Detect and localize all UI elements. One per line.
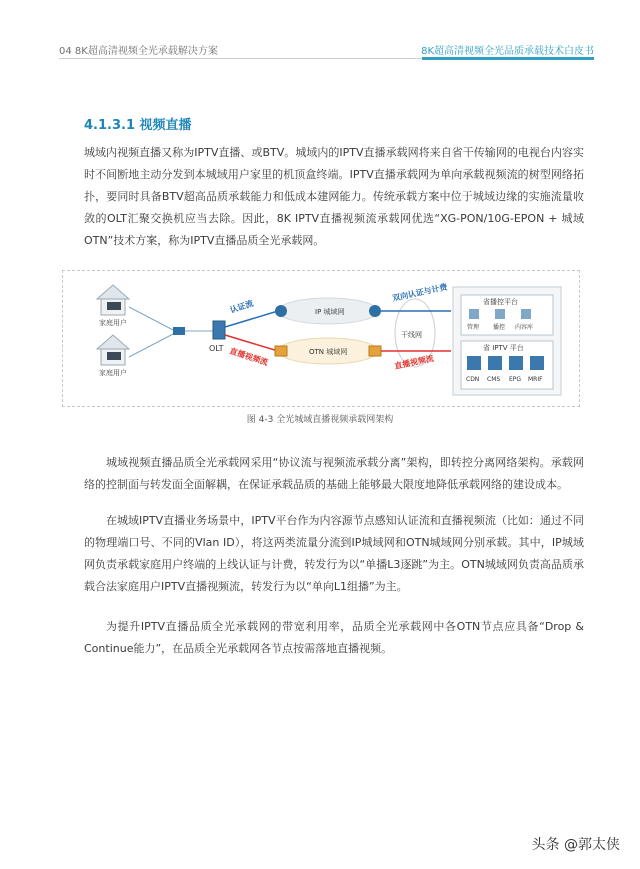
prov-iptv-label: 省 IPTV 平台 <box>483 344 524 352</box>
home-user-1-label: 家庭用户 <box>99 319 127 327</box>
content-lib-icon <box>521 309 531 319</box>
epg-label: EPG <box>509 376 522 383</box>
bidir-auth-label: 双向认证与计费 <box>391 282 449 303</box>
broadcast-ctrl-label: 播控 <box>493 324 506 331</box>
network-diagram <box>62 270 580 407</box>
otn-metro-label: OTN 城域网 <box>309 348 348 356</box>
paragraph-4: 为提升IPTV直播品质全光承载网的带宽利用率，品质全光承载网中各OTN节点应具备“Drop & Continue能力”，在品质全光承载网各节点按需落地直播视频。 <box>84 620 584 655</box>
header-accent-bar <box>422 57 594 60</box>
content-lib-label: 内容库 <box>515 324 534 331</box>
mgmt-icon <box>469 309 479 319</box>
header-right-title: 8K超高清视频全光品质承载技术白皮书 <box>421 46 594 57</box>
cms-label: CMS <box>487 376 501 383</box>
olt-icon <box>213 321 225 339</box>
home-user-1 <box>97 285 129 327</box>
diagram-svg <box>63 271 579 406</box>
ip-metro-label: IP 城域网 <box>315 308 345 316</box>
olt-label: OLT <box>209 344 224 353</box>
broadcast-ctrl-icon <box>495 309 505 319</box>
auth-flow-label: 认证流 <box>228 298 255 315</box>
cms-icon <box>488 356 502 370</box>
paragraph-1: 城域内视频直播又称为IPTV直播、或BTV。城域内的IPTV直播承载网将来自省干传输网的电视台内容实时不间断地主动分发到本城域用户家里的机顶盒终端。IPTV直播承载网为单向承载视频流的树型网络拓扑，要同时具备BTV超高品质承载能力和低成本建网能力。传统承载方案中位于城域边缘的实施流量收敛的OLT汇聚交换机应当去除。因此，8K IPTV直播视频流承载网优选“XG-PON/10G-EPON + 城域OTN”技术方案，称为IPTV直播品质全光承载网。 <box>84 146 584 247</box>
figure-caption: 图 4-3 全光城域直播视频承载网架构 <box>246 415 394 425</box>
backbone-label: 干线网 <box>401 331 422 339</box>
mrif-label: MRIF <box>528 376 543 383</box>
mgmt-label: 管理 <box>467 324 480 331</box>
paragraph-2: 城域视频直播品质全光承载网采用“协议流与视频流承载分离”架构，即转控分离网络架构。承载网络的控制面与转发面全面解耦，在保证承载品质的基础上能够最大限度地降低承载网络的建设成本。 <box>84 456 584 491</box>
ip-router-left-icon <box>275 305 287 317</box>
live-flow-label: 直播视频流 <box>228 346 270 368</box>
home-user-2 <box>97 335 129 377</box>
watermark: 头条 @郭太侠 <box>531 837 620 853</box>
home-user-2-label: 家庭用户 <box>99 369 127 377</box>
otn-node-right-icon <box>369 346 381 356</box>
section-title: 4.1.3.1 视频直播 <box>84 118 192 133</box>
epg-icon <box>509 356 523 370</box>
header-left-title: 04 8K超高清视频全光承载解决方案 <box>59 46 218 57</box>
ip-router-right-icon <box>369 305 381 317</box>
cdn-icon <box>467 356 481 370</box>
prov-platform-label: 省播控平台 <box>483 298 518 306</box>
splitter-icon <box>173 327 185 335</box>
link-user1-splitter <box>129 307 175 331</box>
cdn-label: CDN <box>466 376 480 383</box>
live-flow-label-2: 直播视频流 <box>393 353 435 371</box>
link-user2-splitter <box>129 333 175 357</box>
otn-node-left-icon <box>275 346 287 356</box>
paragraph-3: 在城域IPTV直播业务场景中，IPTV平台作为内容源节点感知认证流和直播视频流（比如：通过不同的物理端口号、不同的Vlan ID），将这两类流量分流到IP城域网和OTN城域网分别承载。其中，IP城域网负责承载家庭用户终端的上线认证与计费，转发行为以“单播L3逐跳”为主。OTN城域网负责高品质承载合法家庭用户IPTV直播视频流，转发行为以“单向L1组播”为主。 <box>84 514 584 593</box>
mrif-icon <box>530 356 544 370</box>
